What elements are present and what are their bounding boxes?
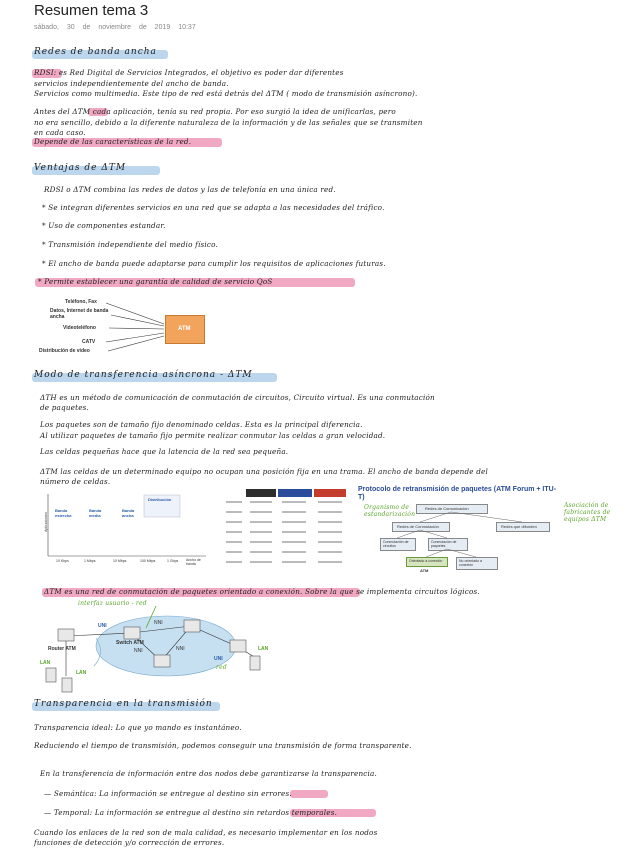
text-line: funciones de detección y/o corrección de errores.: [34, 838, 225, 847]
technology-table: [224, 487, 352, 569]
bullet: * El ancho de banda puede adaptarse para cumplir los requisitos de aplicaciones futuras.: [42, 259, 386, 268]
text-line: Al utilizar paquetes de tamaño fijo permite realizar conmutar las celdas a gran velocidad.: [40, 431, 386, 440]
red-note: red: [216, 664, 227, 671]
text-line: RDSI o ΔTM combina las redes de datos y las de telefonía en una única red.: [44, 185, 336, 194]
page-title: Resumen tema 3: [34, 2, 149, 19]
network-diagram: interfaz usuario - red UNI NNI NNI NNI UNI LAN LAN LAN Router ATM Switch ATM red: [36, 598, 276, 698]
node: Orientado a conexión: [406, 557, 448, 567]
input-label: Teléfono, Fax: [65, 299, 97, 305]
bullet: * Se integran diferentes servicios en una red que se adapta a las necesidades del tráfico.: [42, 203, 385, 212]
node: Conmutación de paquetes: [428, 538, 468, 551]
forum-title: Protocolo de retransmisión de paquetes (ATM Forum + ITU-T): [358, 486, 557, 501]
bullet: * Uso de componentes estandar.: [42, 221, 166, 230]
text-line: Cuando los enlaces de la red son de mala calidad, es necesario implementar en los nodos: [34, 828, 378, 837]
node: Redes que difunden: [496, 522, 550, 532]
text-line: Reduciendo el tiempo de transmisión, podemos conseguir una transmisión de forma transparente.: [34, 741, 412, 750]
atm-box: ATM: [165, 315, 205, 344]
text-line: Las celdas pequeñas hace que la latencia de la red sea pequeña.: [40, 447, 289, 456]
text-line: ΔTM es una red de conmutación de paquetes orientado a conexión. Sobre la que se implementa circuitos lógicos.: [44, 587, 480, 596]
forum-diagram: Protocolo de retransmisión de paquetes (ATM Forum + ITU-T) Organismo de estandarización Asociación de fabricantes de equipos ΔTM Redes de Comunicación Redes de Conmutación Redes que difunden Conmutación de circuitos Conmutación de paquetes Orientado a conexión No orientado a conexión ATM: [356, 484, 636, 574]
input-label: Videoteléfono: [63, 325, 96, 331]
text-line: Depende de las características de la red.: [34, 137, 192, 146]
errors-highlight: [290, 790, 328, 798]
text-line: — Temporal: La información se entregue al destino sin retardos temporales.: [44, 808, 338, 817]
text-line: Transparencia ideal: Lo que yo mando es instantáneo.: [34, 723, 242, 732]
bullet: * Permite establecer una garantía de calidad de servicio QoS: [38, 277, 273, 286]
services-diagram: [36, 296, 216, 358]
note-fabricantes: Asociación de fabricantes de equipos ΔTM: [564, 502, 611, 523]
node: Redes de Conmutación: [392, 522, 450, 532]
text-line: ΔTH es un método de comunicación de conmutación de circuitos, Circuito virtual. Es una conmutación: [40, 393, 435, 402]
text-line: En la transferencia de información entre dos nodos debe garantizarse la transparencia.: [40, 769, 377, 778]
text-line: Servicios como multimedia. Este tipo de red está detrás del ΔTM ( modo de transmisión asíncrono).: [34, 89, 418, 98]
date: sábado, 30 de noviembre de 2019: [34, 24, 171, 31]
time: 10:37: [178, 24, 196, 31]
text-line: número de celdas.: [40, 477, 111, 486]
node: Conmutación de circuitos: [380, 538, 416, 551]
text-line: Los paquetes son de tamaño fijo denominado celdas. Esta es la principal diferencia.: [40, 420, 363, 429]
page-meta: [34, 24, 196, 31]
text-line: — Semántica: La información se entregue al destino sin errores.: [44, 789, 292, 798]
node: Redes de Comunicación: [416, 504, 488, 514]
text-line: de paquetes.: [40, 403, 90, 412]
heading-modo: Modo de transferencia asíncrona - ΔTM: [34, 370, 253, 380]
heading-transparencia: Transparencia en la transmisión: [34, 699, 213, 709]
text-line: Antes del ΔTM cada aplicación, tenía su red propia. Por eso surgió la idea de unificarlas, pero: [34, 107, 396, 116]
text-line: RDSI: es Red Digital de Servicios Integrados, el objetivo es poder dar diferentes: [34, 68, 344, 77]
node: No orientado a conexión: [456, 557, 498, 570]
heading-ventajas: Ventajas de ΔTM: [34, 163, 127, 173]
bullet: * Transmisión independiente del medio físico.: [42, 240, 219, 249]
heading-banda-ancha: Redes de banda ancha: [34, 47, 157, 57]
interfaz-note: interfaz usuario - red: [78, 600, 147, 607]
bandwidth-chart: Aplicaciones Banda estrecha Banda media Banda ancha Distribución 10 Kbps 1 Mbps 10 Mbps 100 Mbps 1 Gbps Ancho de banda: [43, 497, 201, 566]
input-label: CATV: [82, 339, 96, 345]
text-line: ΔTM las celdas de un determinado equipo no ocupan una posición fija en una trama. El ancho de banda depende del: [40, 467, 489, 476]
note-estandarizacion: Organismo de estandarización: [364, 504, 416, 518]
input-label: Distribución de video: [39, 348, 90, 354]
text-line: no era sencillo, debido a la diferente naturaleza de la información y de las señales que se transmiten: [34, 118, 423, 127]
text-line: servicios independientemente del ancho de banda.: [34, 79, 229, 88]
text-line: en cada caso.: [34, 128, 86, 137]
input-label: Datos, Internet de banda ancha: [50, 308, 109, 320]
